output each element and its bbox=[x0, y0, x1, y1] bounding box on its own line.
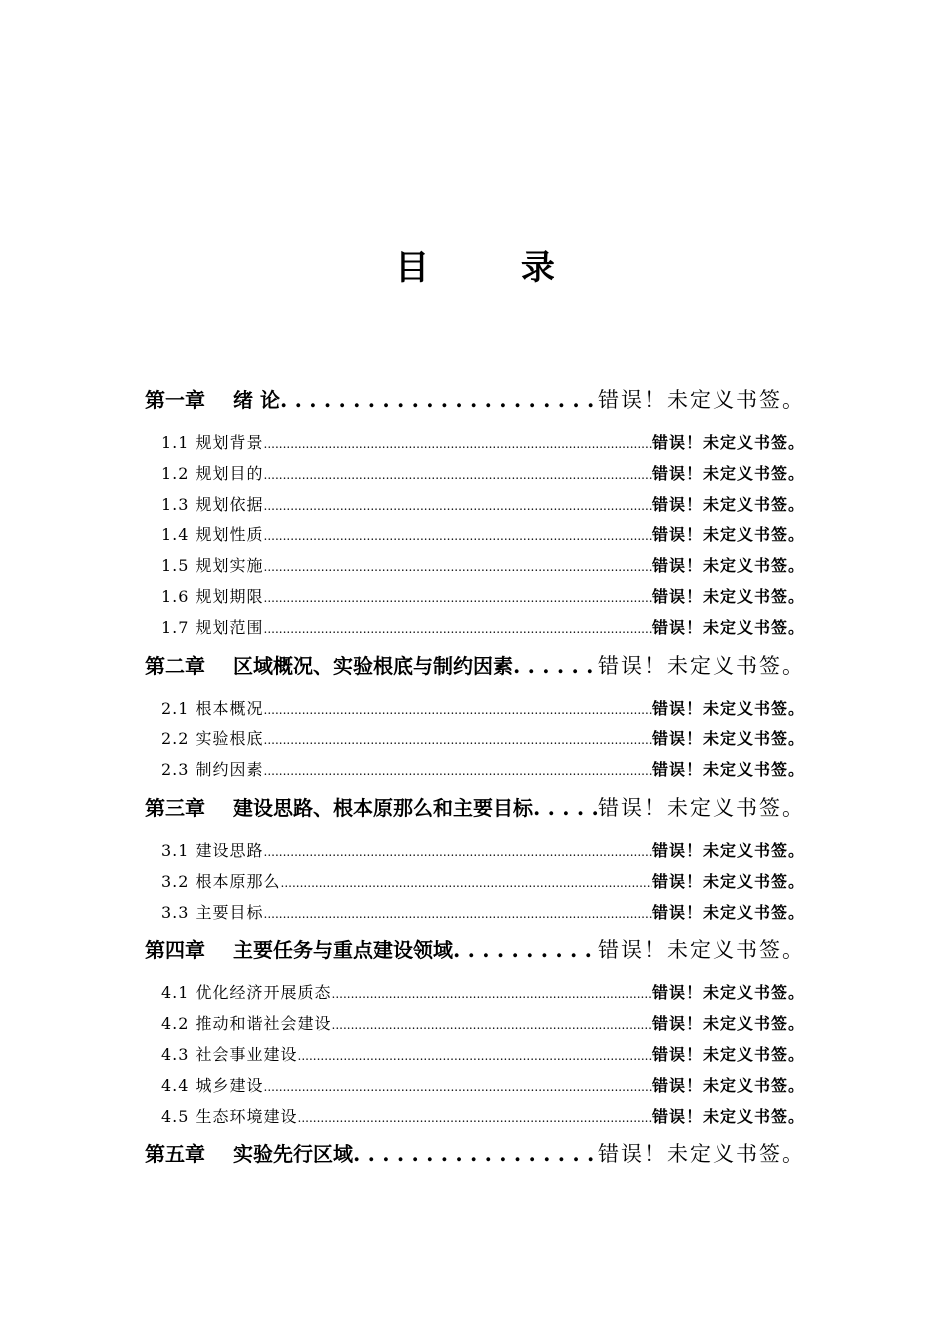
section-title: 4.4 城乡建设 bbox=[161, 1075, 264, 1095]
table-of-contents bbox=[145, 380, 805, 1184]
toc-section[interactable] bbox=[145, 1073, 805, 1104]
dot-leader bbox=[264, 437, 652, 451]
dot-leader bbox=[453, 937, 598, 962]
dot-leader bbox=[281, 876, 652, 890]
dot-leader bbox=[264, 1080, 652, 1094]
toc-section[interactable] bbox=[145, 1011, 805, 1042]
page-ref: 错误！未定义书签。 bbox=[598, 653, 805, 678]
page-ref: 错误！未定义书签。 bbox=[651, 840, 805, 860]
dot-leader bbox=[533, 795, 598, 820]
toc-section[interactable] bbox=[145, 696, 805, 727]
section-title: 4.1 优化经济开展质态 bbox=[161, 983, 332, 1003]
dot-leader bbox=[264, 499, 652, 513]
toc-chapter[interactable] bbox=[145, 934, 805, 974]
toc-section[interactable] bbox=[145, 1104, 805, 1135]
dot-leader bbox=[264, 468, 652, 482]
toc-section[interactable] bbox=[145, 522, 805, 553]
page-ref: 错误！未定义书签。 bbox=[651, 1106, 805, 1126]
dot-leader bbox=[264, 622, 652, 636]
section-title: 1.4 规划性质 bbox=[161, 525, 264, 545]
page-ref: 错误！未定义书签。 bbox=[651, 494, 805, 514]
section-title: 3.2 根本原那么 bbox=[161, 871, 281, 891]
page-ref: 错误！未定义书签。 bbox=[651, 433, 805, 452]
chapter-title: 区域概况、实验根底与制约因素 bbox=[233, 653, 513, 678]
section-title: 1.5 规划实施 bbox=[161, 556, 264, 576]
dot-leader bbox=[353, 1141, 598, 1166]
chapter-number: 第三章 bbox=[145, 795, 205, 820]
section-title: 4.3 社会事业建设 bbox=[161, 1044, 298, 1064]
page-ref: 错误！未定义书签。 bbox=[651, 698, 805, 718]
page-title: 目 录 bbox=[395, 248, 595, 288]
section-title: 1.2 规划目的 bbox=[161, 463, 264, 483]
page-ref: 错误！未定义书签。 bbox=[651, 902, 805, 922]
toc-section[interactable] bbox=[145, 1042, 805, 1073]
page-ref: 错误！未定义书签。 bbox=[598, 938, 805, 963]
dot-leader bbox=[264, 907, 652, 921]
toc-section[interactable] bbox=[145, 980, 805, 1011]
dot-leader bbox=[332, 1018, 652, 1032]
chapter-number: 第二章 bbox=[145, 653, 205, 678]
dot-leader bbox=[264, 529, 652, 543]
section-title: 3.1 建设思路 bbox=[161, 840, 264, 860]
dot-leader bbox=[264, 845, 652, 859]
section-title: 1.3 规划依据 bbox=[161, 494, 264, 514]
page-ref: 错误！未定义书签。 bbox=[598, 388, 805, 412]
section-title: 1.6 规划期限 bbox=[161, 586, 264, 606]
toc-section[interactable] bbox=[145, 492, 805, 523]
toc-chapter[interactable] bbox=[145, 384, 805, 424]
dot-leader bbox=[264, 764, 652, 778]
toc-section[interactable] bbox=[145, 461, 805, 492]
chapter-title: 主要任务与重点建设领域 bbox=[233, 938, 453, 963]
dot-leader bbox=[264, 591, 652, 605]
section-title: 2.3 制约因素 bbox=[161, 760, 264, 780]
page-ref: 错误！未定义书签。 bbox=[651, 760, 805, 780]
chapter-number: 第五章 bbox=[145, 1142, 205, 1167]
dot-leader bbox=[264, 703, 652, 717]
chapter-title: 建设思路、根本原那么和主要目标 bbox=[233, 795, 533, 820]
page-ref: 错误！未定义书签。 bbox=[651, 525, 805, 545]
dot-leader bbox=[513, 653, 598, 678]
section-title: 4.2 推动和谐社会建设 bbox=[161, 1014, 332, 1034]
toc-section[interactable] bbox=[145, 584, 805, 615]
dot-leader bbox=[264, 560, 652, 574]
page-ref: 错误！未定义书签。 bbox=[651, 1014, 805, 1034]
chapter-title: 实验先行区域 bbox=[233, 1142, 353, 1167]
page-ref: 错误！未定义书签。 bbox=[651, 586, 805, 606]
page-ref: 错误！未定义书签。 bbox=[651, 1075, 805, 1095]
dot-leader bbox=[280, 387, 598, 412]
dot-leader bbox=[298, 1049, 652, 1063]
toc-section[interactable] bbox=[145, 553, 805, 584]
section-title: 2.1 根本概况 bbox=[161, 698, 264, 718]
toc-section[interactable] bbox=[145, 726, 805, 757]
toc-chapter[interactable] bbox=[145, 1138, 805, 1178]
page-ref: 错误！未定义书签。 bbox=[598, 1142, 805, 1167]
toc-section[interactable] bbox=[145, 838, 805, 869]
page-ref: 错误！未定义书签。 bbox=[651, 463, 805, 483]
page-ref: 错误！未定义书签。 bbox=[651, 617, 805, 637]
toc-section[interactable] bbox=[145, 869, 805, 900]
section-title: 1.1 规划背景 bbox=[161, 433, 264, 452]
page-ref: 错误！未定义书签。 bbox=[651, 871, 805, 891]
page-ref: 错误！未定义书签。 bbox=[651, 556, 805, 576]
chapter-number: 第一章 bbox=[145, 388, 205, 412]
toc-section[interactable] bbox=[145, 430, 805, 461]
section-title: 2.2 实验根底 bbox=[161, 729, 264, 749]
page-ref: 错误！未定义书签。 bbox=[598, 795, 805, 820]
section-title: 3.3 主要目标 bbox=[161, 902, 264, 922]
toc-section[interactable] bbox=[145, 757, 805, 788]
toc-chapter[interactable] bbox=[145, 792, 805, 832]
chapter-number: 第四章 bbox=[145, 938, 205, 963]
toc-section[interactable] bbox=[145, 615, 805, 646]
chapter-title: 绪 论 bbox=[233, 388, 280, 412]
section-title: 4.5 生态环境建设 bbox=[161, 1106, 298, 1126]
toc-chapter[interactable] bbox=[145, 650, 805, 690]
dot-leader bbox=[264, 733, 652, 747]
dot-leader bbox=[332, 987, 652, 1001]
page-ref: 错误！未定义书签。 bbox=[651, 983, 805, 1003]
page-ref: 错误！未定义书签。 bbox=[651, 729, 805, 749]
page-ref: 错误！未定义书签。 bbox=[651, 1044, 805, 1064]
dot-leader bbox=[298, 1111, 652, 1125]
toc-section[interactable] bbox=[145, 900, 805, 931]
section-title: 1.7 规划范围 bbox=[161, 617, 264, 637]
